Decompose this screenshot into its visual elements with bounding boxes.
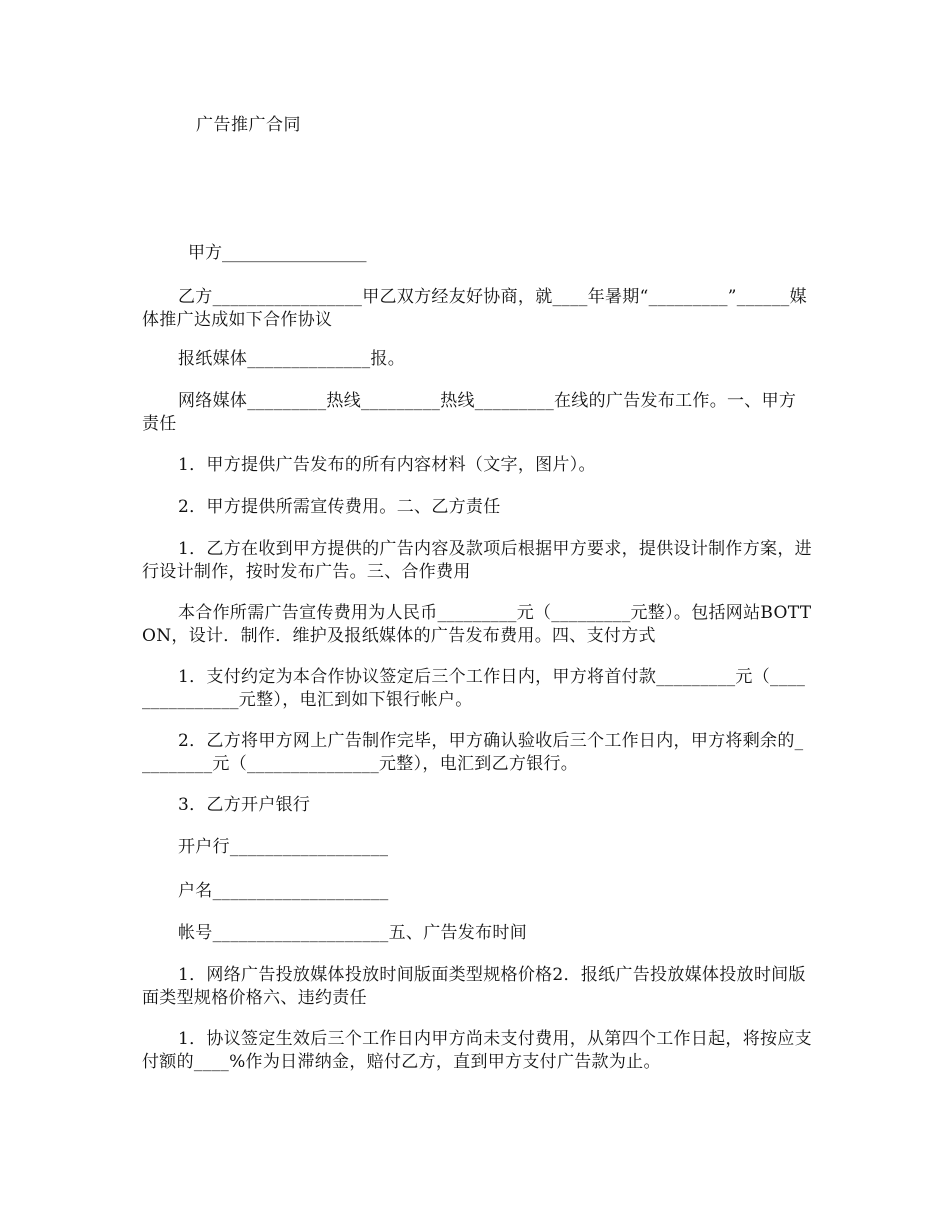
paragraph-payment-2: 2．乙方将甲方网上广告制作完毕，甲方确认验收后三个工作日内，甲方将剩余的_________元（_______________元整），电汇到乙方银行。 xyxy=(142,731,804,774)
paragraph-party-b: 乙方_________________甲乙双方经友好协商，就____年暑期“_________”______媒体推广达成如下合作协议 xyxy=(142,287,807,330)
paragraph-online-media: 网络媒体_________热线_________热线_________在线的广告发布工作。一、甲方责任 xyxy=(142,391,797,434)
paragraph-bank: 3．乙方开户银行 xyxy=(178,795,311,815)
paragraph-a-duty-1: 1．甲方提供广告发布的所有内容材料（文字，图片）。 xyxy=(178,455,596,475)
paragraph-payment-1: 1．支付约定为本合作协议签定后三个工作日内，甲方将首付款_________元（_______________元整），电汇到如下银行帐户。 xyxy=(142,667,806,710)
paragraph-cost: 本合作所需广告宣传费用为人民币_________元（_________元整）。包括网站BOTTON，设计．制作．维护及报纸媒体的广告发布费用。四、支付方式 xyxy=(142,603,812,646)
paragraph-newspaper-media: 报纸媒体______________报。 xyxy=(178,349,405,369)
paragraph-publish-time: 1．网络广告投放媒体投放时间版面类型规格价格2．报纸广告投放媒体投放时间版面类型规格价格六、违约责任 xyxy=(142,965,806,1008)
paragraph-b-duty-1: 1．乙方在收到甲方提供的广告内容及款项后根据甲方要求，提供设计制作方案，进行设计制作，按时发布广告。三、合作费用 xyxy=(142,539,812,582)
paragraph-account-number: 帐号____________________五、广告发布时间 xyxy=(178,923,527,943)
paragraph-bank-branch: 开户行__________________ xyxy=(178,837,389,857)
paragraph-breach: 1．协议签定生效后三个工作日内甲方尚未支付费用，从第四个工作日起，将按应支付额的____%作为日滞纳金，赔付乙方，直到甲方支付广告款为止。 xyxy=(142,1029,812,1072)
paragraph-account-name: 户名____________________ xyxy=(178,881,389,901)
paragraph-a-duty-2: 2．甲方提供所需宣传费用。二、乙方责任 xyxy=(178,497,501,517)
document-title: 广告推广合同 xyxy=(196,115,301,135)
party-a-line: 甲方_________________ xyxy=(188,243,367,263)
